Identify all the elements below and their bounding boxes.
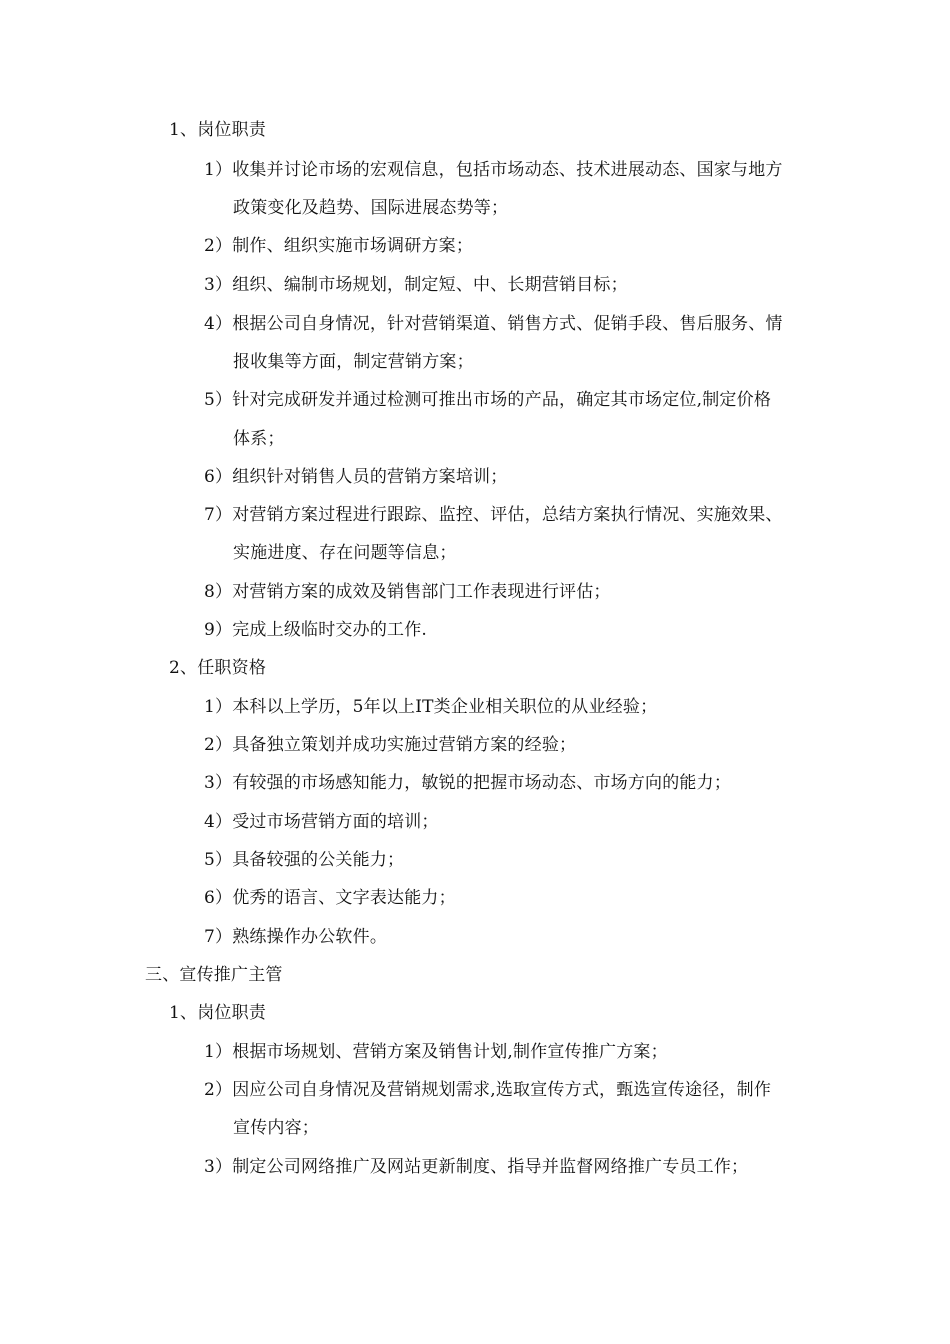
list-item: 1）根据市场规划、营销方案及销售计划,制作宣传推广方案； [204, 1042, 668, 1062]
list-item: 4）受过市场营销方面的培训； [204, 812, 439, 832]
section-heading-promotion-manager: 三、宣传推广主管 [145, 965, 283, 985]
list-item-continuation: 报收集等方面，制定营销方案； [233, 352, 474, 372]
list-item: 1）本科以上学历，5年以上IT类企业相关职位的从业经验； [204, 697, 658, 717]
list-item: 6）优秀的语言、文字表达能力； [204, 888, 456, 908]
list-item: 8）对营销方案的成效及销售部门工作表现进行评估； [204, 582, 611, 602]
list-item: 2）制作、组织实施市场调研方案； [204, 236, 474, 256]
list-item: 3）组织、编制市场规划，制定短、中、长期营销目标； [204, 275, 628, 295]
list-item: 9）完成上级临时交办的工作. [204, 620, 428, 640]
section-heading-job-duties: 1、岗位职责 [169, 1003, 267, 1023]
section-heading-qualifications: 2、任职资格 [169, 658, 267, 678]
list-item: 1）收集并讨论市场的宏观信息，包括市场动态、技术进展动态、国家与地方 [204, 160, 783, 180]
list-item-continuation: 宣传内容； [233, 1118, 319, 1138]
list-item: 2）具备独立策划并成功实施过营销方案的经验； [204, 735, 577, 755]
list-item: 3）有较强的市场感知能力，敏锐的把握市场动态、市场方向的能力； [204, 773, 732, 793]
list-item: 3）制定公司网络推广及网站更新制度、指导并监督网络推广专员工作； [204, 1157, 749, 1177]
list-item: 7）对营销方案过程进行跟踪、监控、评估，总结方案执行情况、实施效果、 [204, 505, 783, 525]
list-item-continuation: 实施进度、存在问题等信息； [233, 543, 457, 563]
section-heading-job-duties: 1、岗位职责 [169, 120, 267, 140]
list-item: 2）因应公司自身情况及营销规划需求,选取宣传方式，甄选宣传途径，制作 [204, 1080, 772, 1100]
list-item-continuation: 体系； [233, 429, 285, 449]
list-item-continuation: 政策变化及趋势、国际进展态势等； [233, 198, 509, 218]
list-item: 4）根据公司自身情况，针对营销渠道、销售方式、促销手段、售后服务、情 [204, 314, 783, 334]
list-item: 7）熟练操作办公软件。 [204, 927, 388, 947]
list-item: 6）组织针对销售人员的营销方案培训； [204, 467, 508, 487]
list-item: 5）具备较强的公关能力； [204, 850, 405, 870]
list-item: 5）针对完成研发并通过检测可推出市场的产品，确定其市场定位,制定价格 [204, 390, 772, 410]
